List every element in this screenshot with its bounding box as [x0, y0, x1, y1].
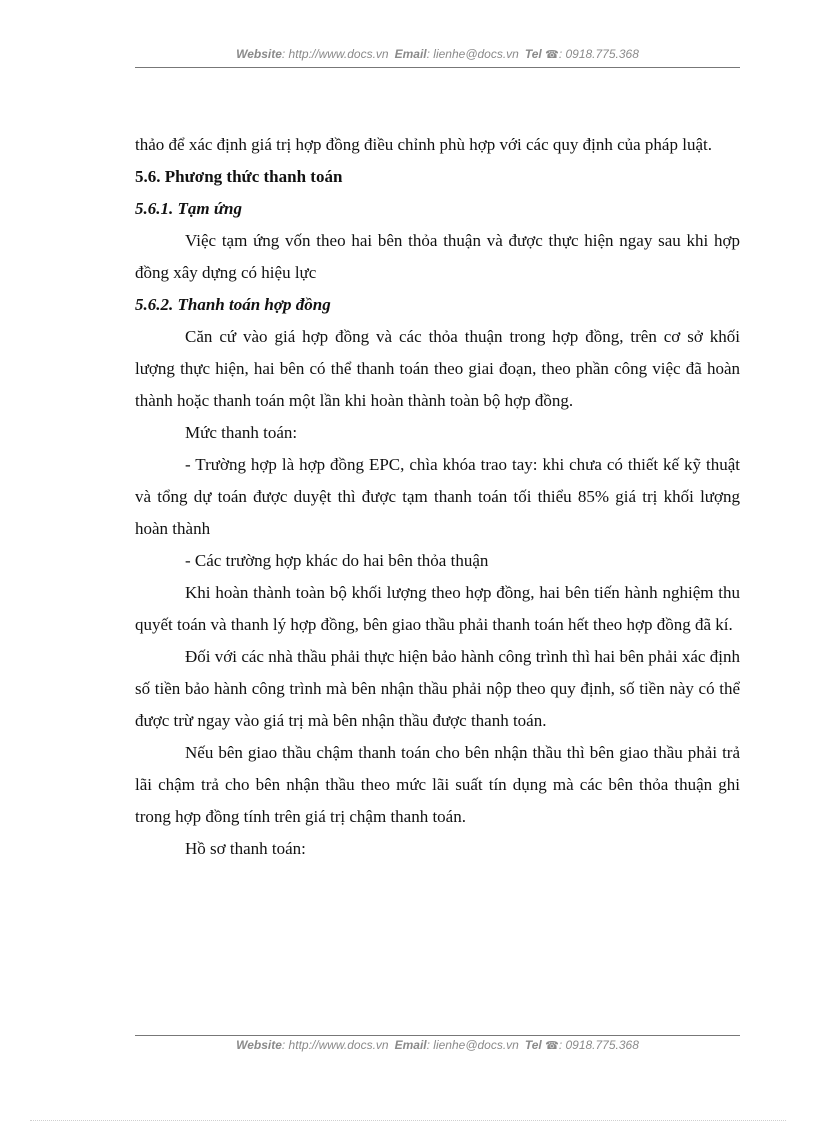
- header-website-value: : http://www.docs.vn: [281, 47, 389, 61]
- paragraph: Đối với các nhà thầu phải thực hiện bảo hành công trình thì hai bên phải xác định số tiền bảo hành công trình mà bên nhận thầu phải nộp theo quy định, số tiền này có thể được trừ ngay vào giá trị mà bên nhận thầu được thanh toán.: [135, 647, 740, 730]
- page-header: [135, 47, 740, 68]
- footer-website-value: : http://www.docs.vn: [281, 1038, 389, 1052]
- footer-tel-label: Tel: [524, 1038, 542, 1052]
- header-tel-label: Tel: [524, 47, 542, 61]
- header-email-label: Email: [394, 47, 427, 61]
- paragraph: Hồ sơ thanh toán:: [185, 839, 306, 858]
- document-body: [135, 129, 740, 865]
- footer-website-label: Website: [236, 1038, 282, 1052]
- footer-email-label: Email: [394, 1038, 427, 1052]
- subsection-heading: 5.6.2. Thanh toán hợp đồng: [135, 295, 331, 314]
- paragraph: thảo để xác định giá trị hợp đồng điều chỉnh phù hợp với các quy định của pháp luật.: [135, 135, 712, 154]
- section-heading: 5.6. Phương thức thanh toán: [135, 167, 343, 186]
- paragraph: Mức thanh toán:: [185, 423, 298, 442]
- paragraph: Khi hoàn thành toàn bộ khối lượng theo hợp đồng, hai bên tiến hành nghiệm thu quyết toán và thanh lý hợp đồng, bên giao thầu phải thanh toán hết theo hợp đồng đã kí.: [135, 583, 740, 634]
- paragraph: Nếu bên giao thầu chậm thanh toán cho bên nhận thầu thì bên giao thầu phải trả lãi chậm trả cho bên nhận thầu theo mức lãi suất tín dụng mà các bên thỏa thuận ghi trong hợp đồng tính trên giá trị chậm thanh toán.: [135, 743, 740, 826]
- header-tel-value: : 0918.775.368: [558, 47, 639, 61]
- phone-icon: ☎: [545, 49, 559, 61]
- paragraph: Căn cứ vào giá hợp đồng và các thỏa thuận trong hợp đồng, trên cơ sở khối lượng thực hiện, hai bên có thể thanh toán theo giai đoạn, theo phần công việc đã hoàn thành hoặc thanh toán một lần khi hoàn thành toàn bộ hợp đồng.: [135, 327, 740, 410]
- header-email-value: : lienhe@docs.vn: [426, 47, 519, 61]
- paragraph: Việc tạm ứng vốn theo hai bên thỏa thuận và được thực hiện ngay sau khi hợp đồng xây dựng có hiệu lực: [135, 231, 740, 282]
- footer-email-value: : lienhe@docs.vn: [426, 1038, 519, 1052]
- phone-icon: ☎: [545, 1040, 559, 1052]
- subsection-heading: 5.6.1. Tạm ứng: [135, 199, 242, 218]
- page-footer: [135, 1035, 740, 1058]
- list-item: - Trường hợp là hợp đồng EPC, chìa khóa trao tay: khi chưa có thiết kế kỹ thuật và tổng dự toán được duyệt thì được tạm thanh toán tối thiểu 85% giá trị khối lượng hoàn thành: [135, 455, 740, 538]
- header-website-label: Website: [236, 47, 282, 61]
- list-item: - Các trường hợp khác do hai bên thỏa thuận: [185, 551, 489, 570]
- page-bottom-divider: [30, 1120, 786, 1121]
- footer-tel-value: : 0918.775.368: [558, 1038, 639, 1052]
